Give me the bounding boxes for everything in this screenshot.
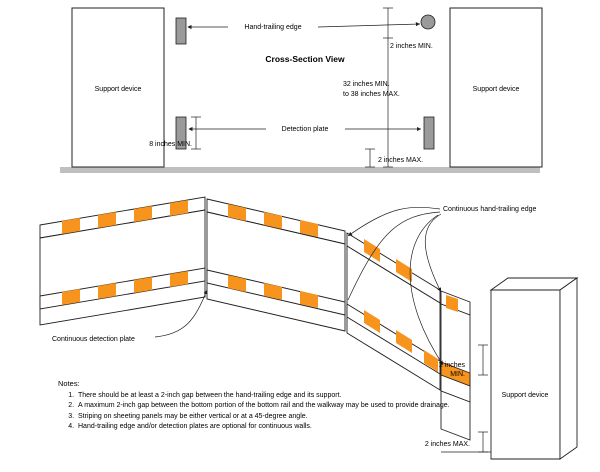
- note-item: 3. Striping on sheeting panels may be either vertical or at a 45-degree angle.: [76, 412, 458, 423]
- cross-section-title: Cross-Section View: [265, 54, 345, 64]
- notes-list: [58, 391, 458, 433]
- continuous-detection-plate-label: Continuous detection plate: [52, 336, 135, 343]
- support-device-box-front: [491, 290, 560, 459]
- bottom-gap-dim-label: 2 inches MAX.: [378, 157, 424, 164]
- cht-leader-1: [348, 207, 440, 236]
- note-item: 4. Hand-trailing edge and/or detection plates are optional for continuous walls.: [76, 422, 458, 433]
- notes-heading: Notes:: [58, 379, 80, 388]
- persp-min-label-line2: MIN.: [450, 371, 465, 378]
- persp-min-label-line1: 2 inches: [438, 362, 465, 369]
- note-item: 2. A maximum 2-inch gap between the bottom portion of the bottom rail and the walkway may be used to provide drainage.: [76, 401, 458, 412]
- notes-block: [58, 379, 458, 433]
- top-gap-dim-label: 2 inches MIN.: [390, 43, 433, 50]
- panel-a: [40, 197, 205, 325]
- panel-c: [347, 233, 440, 390]
- ground-strip: [60, 167, 540, 173]
- plate-height-dim-label: 8 inches MIN.: [149, 141, 192, 148]
- hand-trailing-edge-post-left: [176, 18, 186, 44]
- height-dim-label-line2: to 38 inches MAX.: [343, 91, 400, 98]
- support-device-perspective: [491, 278, 577, 459]
- support-device-left-label: Support device: [94, 86, 142, 93]
- support-device-perspective-label: Support device: [501, 392, 549, 399]
- panel-b: [207, 199, 345, 331]
- support-device-box-side: [560, 278, 577, 459]
- hand-trailing-edge-round-right: [421, 15, 435, 29]
- hand-trailing-edge-leader-right: [318, 24, 420, 27]
- height-dim-label-line1: 32 inches MIN.: [343, 81, 390, 88]
- persp-max-label: 2 inches MAX.: [424, 441, 470, 448]
- continuous-hand-trailing-edge-label: Continuous hand-trailing edge: [443, 206, 537, 213]
- detection-plate-post-right: [424, 117, 434, 149]
- hand-trailing-edge-label: Hand-trailing edge: [244, 24, 302, 31]
- cht-leader-2: [425, 214, 441, 292]
- detection-plate-label: Detection plate: [281, 126, 329, 133]
- note-item: 1. There should be at least a 2-inch gap between the hand-trailing edge and its support.: [76, 391, 458, 402]
- support-device-right-label: Support device: [472, 86, 520, 93]
